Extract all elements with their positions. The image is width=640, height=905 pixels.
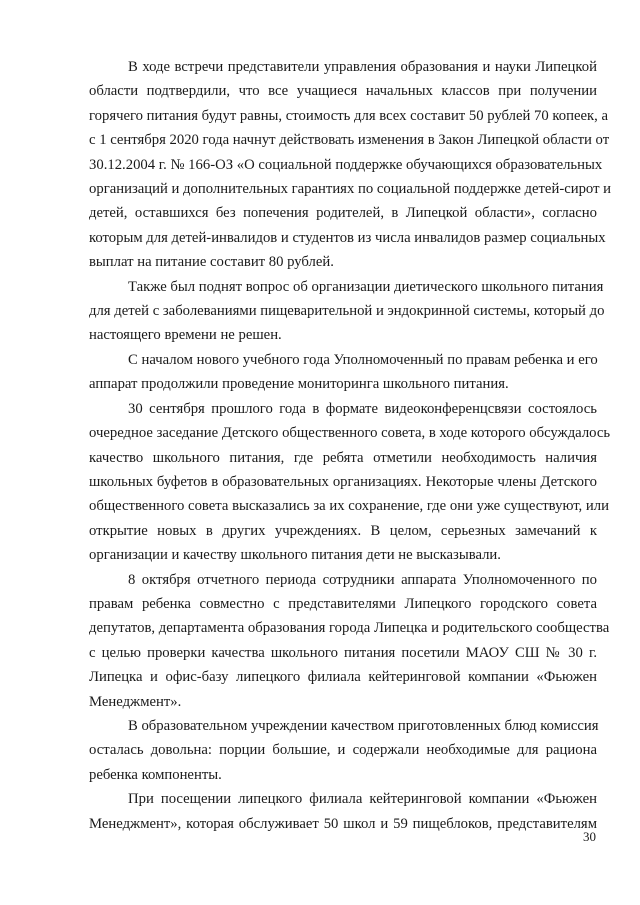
text-line: В ходе встречи представители управления образования и науки Липецкой	[128, 59, 597, 75]
text-line: открытие новых в других учреждениях. В целом, серьезных замечаний к	[89, 522, 597, 539]
text-line: депутатов, департамента образования города Липецка и родительского сообщества	[89, 620, 610, 637]
page-number: 30	[583, 829, 596, 844]
text-line: При посещении липецкого филиала кейтеринговой компании «Фьюжен	[128, 791, 597, 808]
text-line: Также был поднят вопрос об организации диетического школьного питания	[128, 278, 604, 295]
text-line: области подтвердили, что все учащиеся начальных классов при получении	[89, 83, 597, 100]
text-line: С началом нового учебного года Уполномоченный по правам ребенка и его	[128, 351, 598, 368]
text-line: горячего питания будут равны, стоимость для всех составит 50 рублей 70 копеек, а	[89, 107, 609, 124]
text-line: школьных буфетов в образовательных организациях. Некоторые члены Детского	[89, 473, 597, 490]
paragraph-6	[89, 714, 597, 787]
paragraph-5	[89, 568, 610, 714]
paragraph-7	[89, 787, 597, 836]
text-line: выплат на питание составит 80 рублей.	[89, 254, 334, 271]
text-line: с 1 сентября 2020 года начнут действовать изменения в Закон Липецкой области от	[89, 132, 610, 149]
text-line: 30.12.2004 г. № 166-ОЗ «О социальной поддержке обучающихся образовательных	[89, 156, 603, 173]
text-line: настоящего времени не решен.	[89, 327, 282, 344]
text-line: аппарат продолжили проведение мониторинга школьного питания.	[89, 376, 509, 393]
text-line: Менеджмент».	[89, 693, 182, 710]
text-line: правам ребенка совместно с представителями Липецкого городского совета	[89, 595, 597, 612]
paragraph-2	[89, 275, 605, 348]
body-text	[89, 55, 612, 836]
paragraph-4	[89, 397, 611, 568]
text-line: осталась довольна: порции большие, и содержали необходимые для рациона	[89, 742, 597, 759]
text-line: общественного совета высказались за их сохранение, где они уже существуют, или	[89, 498, 609, 515]
text-line: очередное заседание Детского общественного совета, в ходе которого обсуждалось	[89, 425, 611, 442]
text-line: организации и качеству школьного питания дети не высказывали.	[89, 547, 501, 564]
text-line: Липецка и офис-базу липецкого филиала кейтеринговой компании «Фьюжен	[89, 669, 597, 686]
paragraph-3	[89, 348, 597, 397]
text-line: 30 сентября прошлого года в формате видеоконференцсвязи состоялось	[128, 400, 597, 417]
text-line: с целью проверки качества школьного питания посетили МАОУ СШ № 30 г.	[89, 644, 597, 661]
text-line: ребенка компоненты.	[89, 766, 222, 783]
text-line: качество школьного питания, где ребята отметили необходимость наличия	[89, 449, 597, 466]
text-line: детей, оставшихся без попечения родителей, в Липецкой области», согласно	[89, 205, 597, 222]
text-line: 8 октября отчетного периода сотрудники аппарата Уполномоченного по	[128, 571, 597, 588]
text-line: В образовательном учреждении качеством приготовленных блюд комиссия	[128, 717, 599, 734]
text-line: для детей с заболеваниями пищеварительной и эндокринной системы, который до	[89, 303, 605, 320]
paragraph-1	[89, 55, 612, 275]
text-line: организаций и дополнительных гарантиях по социальной поддержке детей-сирот и	[89, 181, 612, 198]
text-line: которым для детей-инвалидов и студентов из числа инвалидов размер социальных	[89, 229, 606, 246]
text-line: Менеджмент», которая обслуживает 50 школ и 59 пищеблоков, представителям	[89, 815, 597, 832]
